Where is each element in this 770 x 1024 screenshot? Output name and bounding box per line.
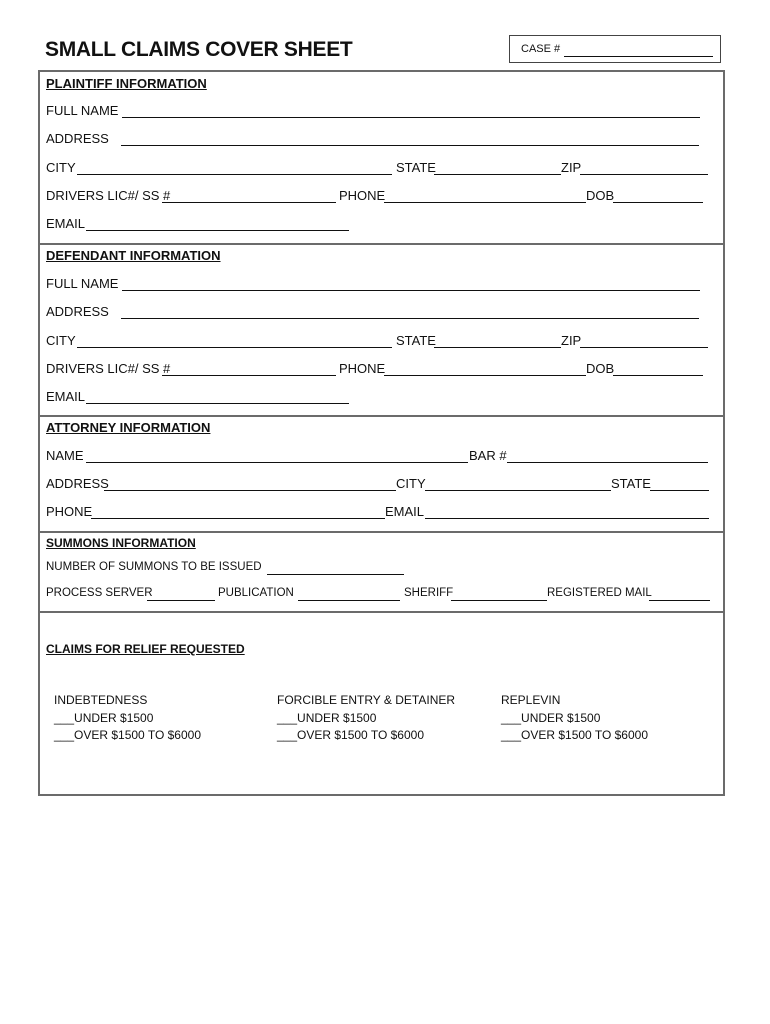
plaintiff-city-label: CITY [46, 160, 76, 175]
process-server-field[interactable] [147, 600, 215, 601]
plaintiff-city-field[interactable] [77, 174, 392, 175]
plaintiff-dob-field[interactable] [613, 202, 703, 203]
claim-column-replevin [501, 692, 648, 745]
publication-field[interactable] [298, 600, 400, 601]
plaintiff-drivers-lic-label: DRIVERS LIC#/ SS # [46, 188, 171, 203]
claim-option-over[interactable]: ___OVER $1500 TO $6000 [54, 728, 201, 742]
claims-heading: CLAIMS FOR RELIEF REQUESTED [46, 642, 245, 656]
claim-option-over[interactable]: ___OVER $1500 TO $6000 [277, 728, 424, 742]
case-number-label: CASE # [521, 43, 561, 55]
attorney-state-field[interactable] [650, 490, 709, 491]
attorney-section [38, 415, 725, 531]
defendant-drivers-lic-field[interactable] [162, 375, 336, 376]
case-number-box [509, 35, 721, 63]
claims-section [38, 611, 725, 796]
claim-option-under[interactable]: ___UNDER $1500 [501, 710, 601, 725]
defendant-address-field[interactable] [121, 318, 699, 319]
defendant-state-label: STATE [396, 333, 436, 348]
defendant-dob-label: DOB [586, 361, 615, 376]
defendant-full-name-label: FULL NAME [46, 276, 119, 291]
attorney-city-field[interactable] [425, 490, 611, 491]
plaintiff-state-field[interactable] [434, 174, 561, 175]
case-number-field[interactable] [564, 56, 713, 57]
summons-heading: SUMMONS INFORMATION [46, 536, 196, 550]
summons-number-field[interactable] [267, 574, 404, 575]
attorney-bar-label: BAR # [469, 448, 507, 463]
attorney-state-label: STATE [611, 476, 651, 491]
claim-title: REPLEVIN [501, 693, 561, 707]
process-server-label: PROCESS SERVER [46, 587, 153, 599]
plaintiff-zip-label: ZIP [561, 160, 582, 175]
claim-option-under[interactable]: ___UNDER $1500 [54, 710, 154, 725]
attorney-address-label: ADDRESS [46, 476, 109, 491]
plaintiff-full-name-label: FULL NAME [46, 103, 119, 118]
attorney-city-label: CITY [396, 476, 426, 491]
attorney-address-field[interactable] [104, 490, 396, 491]
attorney-name-label: NAME [46, 448, 84, 463]
sheriff-field[interactable] [451, 600, 547, 601]
claim-column-indebtedness [54, 692, 201, 745]
attorney-phone-field[interactable] [91, 518, 385, 519]
plaintiff-phone-field[interactable] [384, 202, 586, 203]
plaintiff-email-field[interactable] [86, 230, 349, 231]
claim-column-forcible-entry [277, 692, 455, 745]
plaintiff-address-field[interactable] [121, 145, 699, 146]
defendant-state-field[interactable] [434, 347, 561, 348]
defendant-heading: DEFENDANT INFORMATION [46, 248, 221, 263]
defendant-drivers-lic-label: DRIVERS LIC#/ SS # [46, 361, 171, 376]
registered-mail-label: REGISTERED MAIL [547, 587, 652, 599]
plaintiff-state-label: STATE [396, 160, 436, 175]
claim-title: INDEBTEDNESS [54, 693, 148, 707]
defendant-section [38, 243, 725, 415]
defendant-dob-field[interactable] [613, 375, 703, 376]
plaintiff-email-label: EMAIL [46, 216, 86, 231]
plaintiff-drivers-lic-field[interactable] [162, 202, 336, 203]
defendant-phone-label: PHONE [339, 361, 386, 376]
defendant-email-label: EMAIL [46, 389, 86, 404]
plaintiff-section [38, 70, 725, 243]
defendant-address-label: ADDRESS [46, 304, 109, 319]
attorney-name-field[interactable] [86, 462, 468, 463]
claim-option-under[interactable]: ___UNDER $1500 [277, 710, 377, 725]
defendant-zip-field[interactable] [580, 347, 708, 348]
plaintiff-dob-label: DOB [586, 188, 615, 203]
plaintiff-phone-label: PHONE [339, 188, 386, 203]
plaintiff-zip-field[interactable] [580, 174, 708, 175]
defendant-phone-field[interactable] [384, 375, 586, 376]
defendant-city-field[interactable] [77, 347, 392, 348]
summons-section [38, 531, 725, 611]
publication-label: PUBLICATION [218, 587, 294, 599]
plaintiff-full-name-field[interactable] [122, 117, 700, 118]
registered-mail-field[interactable] [649, 600, 710, 601]
defendant-full-name-field[interactable] [122, 290, 700, 291]
plaintiff-address-label: ADDRESS [46, 131, 109, 146]
claim-title: FORCIBLE ENTRY & DETAINER [277, 693, 456, 707]
summons-number-label: NUMBER OF SUMMONS TO BE ISSUED [46, 561, 262, 573]
sheriff-label: SHERIFF [404, 587, 454, 599]
claim-option-over[interactable]: ___OVER $1500 TO $6000 [501, 728, 648, 742]
attorney-bar-field[interactable] [507, 462, 708, 463]
attorney-email-field[interactable] [425, 518, 709, 519]
defendant-city-label: CITY [46, 333, 76, 348]
defendant-email-field[interactable] [86, 403, 349, 404]
attorney-heading: ATTORNEY INFORMATION [46, 420, 211, 435]
defendant-zip-label: ZIP [561, 333, 582, 348]
plaintiff-heading: PLAINTIFF INFORMATION [46, 76, 207, 91]
attorney-email-label: EMAIL [385, 504, 425, 519]
page-title: SMALL CLAIMS COVER SHEET [45, 38, 353, 61]
attorney-phone-label: PHONE [46, 504, 93, 519]
